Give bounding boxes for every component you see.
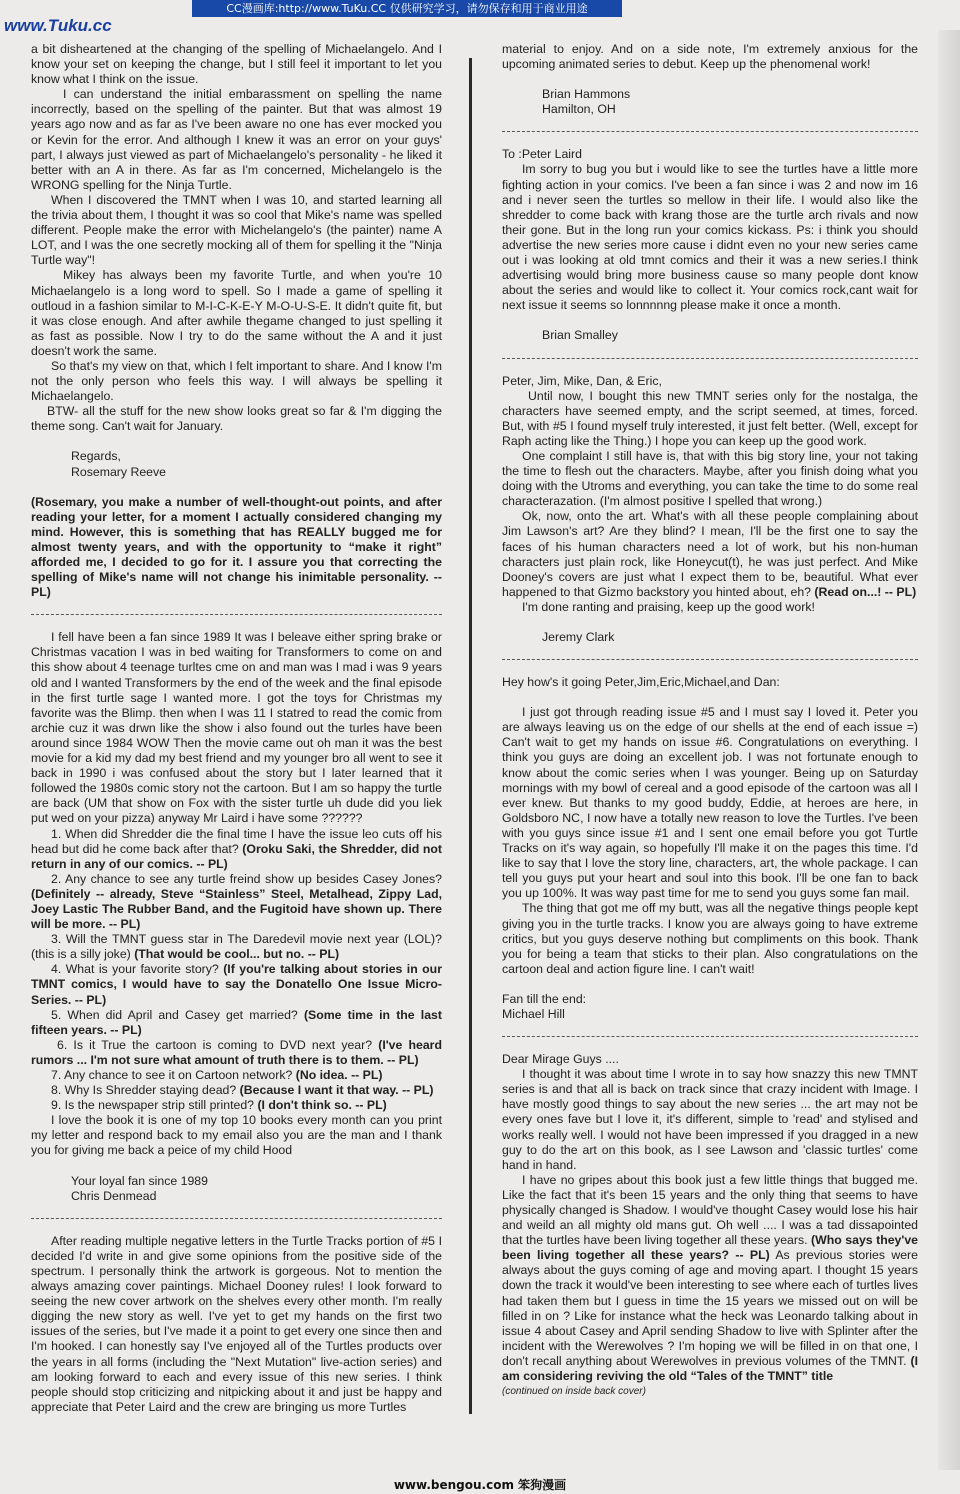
letter-separator [502,358,918,359]
question: 6. Is it True the cartoon is coming to DVD next year? [57,1037,373,1052]
letter-separator [502,1036,918,1037]
letter-greeting: Hey how's it going Peter,Jim,Eric,Michael,and Dan: [502,675,780,690]
letter-paragraph: material to enjoy. And on a side note, I'm extremely anxious for the upcoming animated series to debut. Keep up the phenomenal work! [502,42,918,72]
editor-reply: (Definitely -- already, Steve “Stainless” Steel, Metalhead, Zippy Lad, Joey Lastic The Rubber Band, and the Fugitoid have shown up. There will be more. -- PL) [31,886,442,932]
letter-paragraph: So that's my view on that, which I felt important to share. And I know I'm not the only person who feels this way. I will always be spelling it Michaelangelo. [31,358,442,404]
editor-reply: (That would be cool... but no. -- PL) [134,947,340,962]
letter-paragraph: I fell have been a fan since 1989 It was I beleave either spring brake or Christmas vacation I was in bed waiting for Transformers to come on and this show about 4 teenage turltes cme on and man was I mad i was 9 years old and I wanted Transformers by the end of the week and the final episode in the first turtle sage I wanted more. I got the toys for Christmas my favorite was the Blimp. then when I was 11 I statred to read the comic from archie cuz it was drwn like the show i also found out the turles have been around since 1984 WOW Then the movie came out oh man it was the best movie for a kid my dad my best friend and my younger bro all went to see it back in 1990 i was confused about the story but I later learned that it followed the 1980s comic story not the cartoon. But I am so happy the turtle are back (UM that show on Fox with the sister turtle uh dude did you liek put wed on your pizza) anyway Mr Laird i have some ?????? [31,630,442,826]
letter-greeting: Peter, Jim, Mike, Dan, & Eric, [502,373,662,388]
letter-paragraph: The thing that got me off my butt, was all the negative things people kept giving you in the turtle tracks. I know you are always going to have extreme critics, but you guys deserve nothing but compliments on this book. Thank you for being a team that sticks to their plan. Also congratulations on the cartoon deal and action figure line. I can't wait! [502,901,918,976]
watermark-banner: CC漫画库:http://www.TuKu.CC 仅供研究学习，请勿保存和用于商业用途 [192,0,622,17]
letter-brian-hammons-continued [502,42,918,117]
letter-paragraph: I'm done ranting and praising, keep up the good work! [522,599,815,614]
letter-location: Hamilton, OH [542,102,616,117]
question: 9. Is the newspaper strip still printed? [51,1098,255,1113]
letter-paragraph: When I discovered the TMNT when I was 10, and started learning all the trivia about them, I thought it was so cool that Mike's name was spelled different. People make the error with Michelangelo's (the painter) name A LOT, and I was the one secretly mocking all of them for spelling it the "Ninja Turtle way"! [31,192,442,268]
letter-greeting: Dear Mirage Guys .... [502,1052,619,1067]
paragraph-text: Ok, now, onto the art. What's with all these people complaining about Jim Lawson's art? Are they blind? I mean, I'll be the first one to say the faces of his human characters need a lot of work, but his non-human characters just plain rock, like Honeycut(t), he was just perfect. And Mike Dooney's covers are just what I expect them to be, beautiful. What ever happened to that Gizmo backstory you hinted about, eh? [502,509,918,599]
letter-signature: Jeremy Clark [542,630,615,644]
qa-item [31,827,442,872]
column-divider [469,58,472,1414]
qa-item [31,962,442,1007]
editor-reply: (If you're talking about stories in our TMNT comics, I would have to say the Donatello One Issue Micro-Series. -- PL) [31,962,442,1007]
letter-paragraph: One complaint I still have is, that with this big story line, your not taking the time to flesh out the characters. Maybe, after you finish doing what you doing with the Utroms and everything, you can take the time to do some real characterazation. (I'm almost positive I spelled that wrong.) [502,448,918,509]
editor-reply: (I've heard rumors ... I'm not sure what amount of truth there is to them. -- PL) [31,1037,442,1067]
letter-chris-denmead [31,630,442,1203]
letter-paragraph: Until now, I bought this new TMNT series only for the nostalga, the characters have seemed empty, and the script seemed, at times, forced. But, with #5 I found myself truly interested, it just felt better. (Well, except for Raph acting like the Thing.) I hope you can keep up the good work. [502,388,918,448]
letter-paragraph: BTW- all the stuff for the new show looks great so far & I'm digging the theme song. Can't wait for January. [31,404,442,434]
editor-reply: (Oroku Saki, the Shredder, did not return in any of our comics. -- PL) [31,841,442,871]
letter-closing: Fan till the end: [502,991,587,1006]
letter-paragraph: a bit disheartened at the changing of the spelling of Michaelangelo. And I know your set on keeping the change, but I still feel it important to let you know what I think on the issue. [31,42,442,87]
letter-paragraph: I love the book it is one of my top 10 books every month can you print my letter and respond back to my email also you are the man and I thank you for giving me back a peice of my child Hood [31,1113,442,1158]
qa-item [31,1008,442,1038]
qa-item [31,932,442,962]
letter-separator [31,1218,442,1219]
letter-paragraph: Im sorry to bug you but i would like to see the turtles have a little more fighting action in your comics. I've been a fan since i was 2 and now im 16 and i never seen the turtles so mellow in their life. I would also like the shredder to come back with krang those are the turtle arch rivals and now their gone. But in the long run your comics kickass. Ps: i think you should advertise the new series more cause i didnt even no your new series came out i was looking at old tmnt comics and their it was a new series.I think advertising would bring more business cause so many people dont know about the series and would like to collect it. Your comics rock,cant wait for next issue it seems so lonnnnng please make it once a month. [502,162,918,313]
qa-item [31,872,442,932]
letter-jeremy-clark [502,374,918,646]
letter-closing: Regards, [71,449,121,464]
qa-item [31,1068,442,1083]
letter-paragraph: Mikey has always been my favorite Turtle, and when you're 10 Michaelangelo is a long word to spell. So I made a game of spelling it outloud in a fashion similar to M-I-C-K-E-Y M-O-U-S-E. It didn't quite fit, but it was close enough. And after awhile thegame changed to just spelling it as fast as possible. Now I try to do the same without the A and it just doesn't work the same. [31,268,442,358]
question: 5. When did April and Casey get married? [51,1007,298,1022]
editor-reply: (Read on...! -- PL) [814,584,917,599]
letter-separator [502,131,918,132]
letter-paragraph [502,1173,918,1384]
question: 1. When did Shredder die the final time I have the issue leo cuts off his head but did he come back after that? [31,826,442,856]
editor-reply: (I don't think so. -- PL) [257,1098,387,1113]
editor-reply: (No idea. -- PL) [295,1068,383,1082]
site-logo[interactable]: www.Tuku.cc [4,16,112,35]
letter-paragraph: I can understand the initial embarassment on spelling the name incorrectly, based on the spelling of the painter. But that was almost 19 years ago now and as far as I've been aware no one has ever mocked you or Kevin for the error. And although I knew it was an error on your guys' part, I always just viewed as part of Michaelangelo's personality - he liked it better with an A in there. As far as I'm concerned, Michelangelo is the WRONG spelling for the Ninja Turtle. [31,87,442,192]
qa-item [31,1038,442,1068]
letter-closing: Your loyal fan since 1989 [71,1173,208,1188]
right-column [502,42,918,1399]
letter-paragraph: After reading multiple negative letters in the Turtle Tracks portion of #5 I decided I'd write in and give some opinions from the positive side of the spectrum. I personally think the artwork is gorgeous. Not to mention the always amazing cover paintings. Michael Dooney rules! I look forward to seeing the new cover artwork on the shelves every other month. I'm really digging the new story as well. I've yet to get my hands on the first two issues of the series, but I've made it a point to get every one since then and I'm hooked. I can honestly say I've enjoyed all of the Turtles products over the years in all forms (including the "Next Mutation" live-action series) and am looking forward to each and every issue of this new series. I think people should stop criticizing and nitpicking about it and just be happy and appreciate that Peter Laird and the crew are bringing us more Turtles [31,1233,442,1414]
editor-reply: (Rosemary, you make a number of well-thought-out points, and after reading your letter, for a moment I actually considered changing my mind. However, this is something that has REALLY bugged me for almost twenty years, and with the opportunity to “make it right” afforded me, I decided to go for it. I assure you that correcting the spelling of Mike's name will not change his inimitable personality. -- PL) [31,494,442,600]
letter-rosemary-reeve [31,42,442,600]
question: 4. What is your favorite story? [51,962,219,977]
letter-signature: Brian Smalley [542,328,618,343]
continued-note: (continued on inside back cover) [502,1386,646,1398]
left-column [31,42,442,1415]
paragraph-text: As previous stories were always about the guys coming of age and moving apart. I thought 15 years down the track it would've been interesting to see where each of turtles lives had taken them but I guess in time the 15 years we missed out on will be filled in on ? Like for instance what the heck was Leonardo talking about in issue 4 about Casey and April sending Shadow to live with Splinter after the incident with the Werewolves ? I'm hoping we will be filled in on that one, I don't recall anything about Werewolves in previous volumes of the TMNT. [502,1248,918,1368]
letter-separator [502,659,918,660]
question: 2. Any chance to see any turtle freind show up besides Casey Jones? [51,871,442,886]
question: 7. Any chance to see it on Cartoon network? [51,1068,293,1082]
letter-signature: Brian Hammons [542,87,631,102]
letter-michael-hill [502,675,918,1022]
letter-paragraph [502,509,918,600]
question: 3. Will the TMNT guess star in The Daredevil movie next year (LOL)? (this is a silly joke) [31,932,442,962]
question: 8. Why Is Shredder staying dead? [51,1083,237,1098]
page-edge-shadow [938,30,960,1470]
letter-greeting: To :Peter Laird [502,147,582,162]
letter-paragraph: I thought it was about time I wrote in to say how snazzy this new TMNT series is and that all is back on track since that crazy incident with Image. I have mostly good things to say about the new series ... the art may not be every ones fave but I love it, it's different, simple to 'read' and stylised and works really well. I would not have been impressed if you dragged in a new guy to do the art on this book, as I see Lawson and 'classic turtles' come hand in hand. [502,1067,918,1172]
paragraph-text: I have no gripes about this book just a few little things that bugged me. Like the fact that it's been 15 years and the only thing that seems to have physically changed is Shadow. I would've thought Casey would lose his hair and weild an all mighty old mans gut. Oh well .... I was a tad dissapointed that the turtles have been living together all these years. [502,1172,918,1248]
editor-reply: (I am considering reviving the old “Tales of the TMNT” title [502,1353,918,1384]
editor-reply: (Because I want it that way. -- PL) [239,1083,434,1098]
letter-mirage-guys [502,1052,918,1399]
letter-paragraph: I just got through reading issue #5 and I must say I loved it. Peter you are always leaving us on the edge of our shells at the end of each issue =) Can't wait to get my hands on issue #6. Congratulations on everything. I think you guys are doing an excellent job. I was not fortunate enough to know about the comic series when I was younger. Being up on Saturday mornings with my bowl of cereal and a good episode of the cartoon was all I ever knew. But thanks to my good buddy, Eddie, at heroes are here, in Goldsboro NC, I now have a totally new reason to love the Turtles. I've been with you guys since issue #1 and I sent one email before you got Turtle Tracks on it's way again, so hopefully I'll make it on the pages this time. I'd like to say that I love the story line, characters, art, the whole package. I can tell you guys put your heart and soul into this book. I'll be one fan to back you up 100%. It was way past time for me to send you guys some fan mail. [502,705,918,901]
letter-signature: Chris Denmead [71,1188,157,1203]
letter-separator [31,614,442,615]
letter-signature: Rosemary Reeve [71,464,166,479]
letter-brian-smalley [502,147,918,343]
editor-reply: (Some time in the last fifteen years. -- PL) [31,1007,442,1037]
footer-credit: www.bengou.com 笨狗漫画 [393,1478,567,1492]
editor-reply: (Who says they've been living together all these years? -- PL) [502,1233,918,1263]
letter-brian-hammons [31,1234,442,1415]
letter-signature: Michael Hill [502,1006,565,1021]
qa-item [31,1098,442,1113]
qa-item [31,1083,442,1098]
